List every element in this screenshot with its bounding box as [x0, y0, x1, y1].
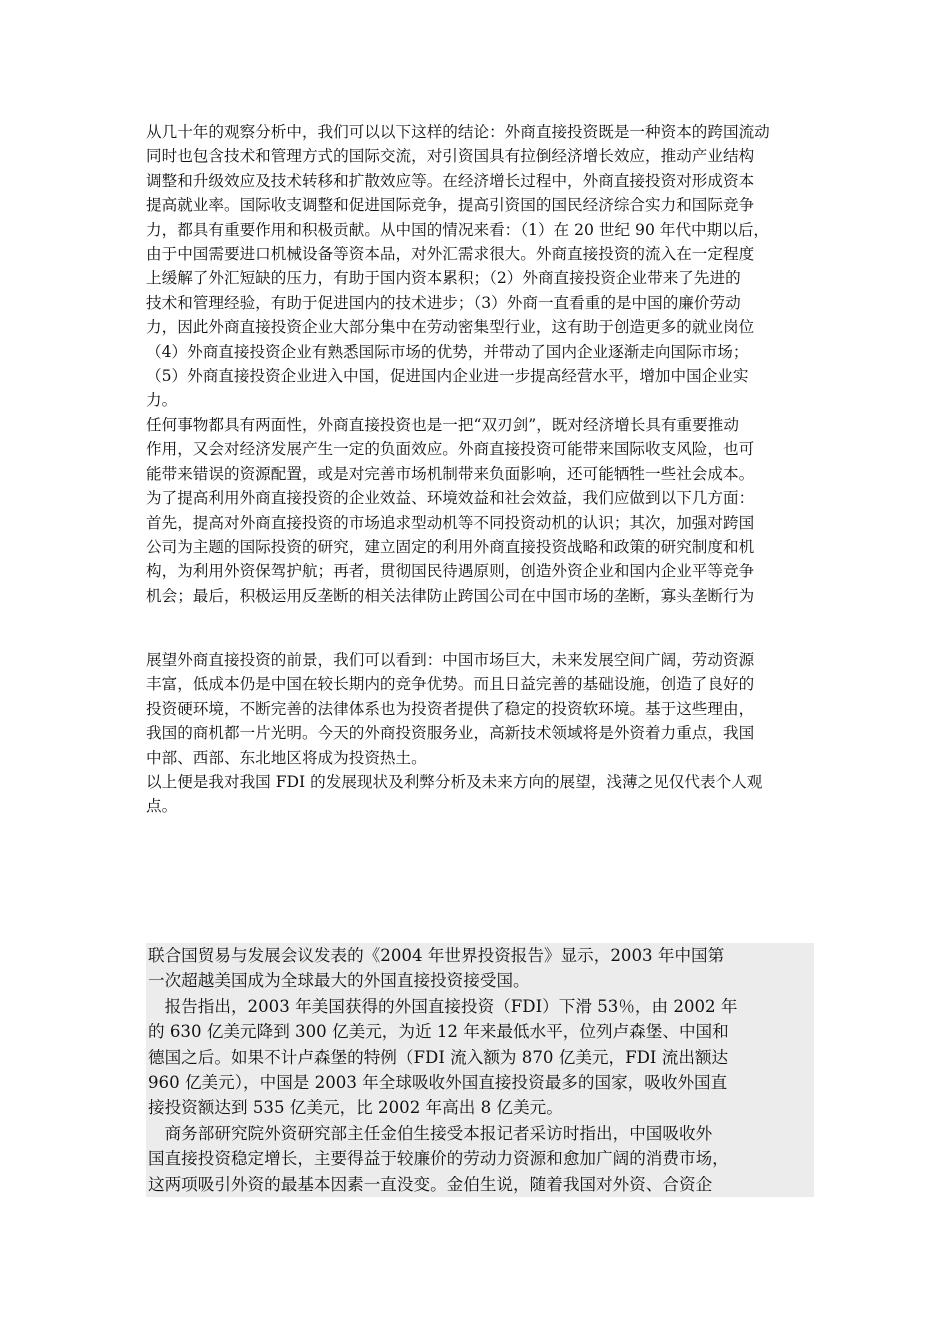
text-line: 丰富，低成本仍是中国在较长期内的竞争优势。而且日益完善的基础设施，创造了良好的 [146, 675, 755, 694]
text-line: 技术和管理经验，有助于促进国内的技术进步；（3）外商一直看重的是中国的廉价劳动 [146, 293, 741, 312]
text-line: 力。 [146, 391, 178, 410]
text-line: 调整和升级效应及技术转移和扩散效应等。在经济增长过程中，外商直接投资对形成资本 [146, 171, 755, 190]
text-line: 能带来错误的资源配置，或是对完善市场机制带来负面影响，还可能牺牲一些社会成本。 [146, 464, 755, 483]
text-line: 联合国贸易与发展会议发表的《2004 年世界投资报告》显示，2003 年中国第 [148, 946, 725, 965]
text-line: 商务部研究院外资研究部主任金伯生接受本报记者采访时指出，中国吸收外 [148, 1123, 713, 1143]
text-line: 德国之后。如果不计卢森堡的特例（FDI 流入额为 870 亿美元，FDI 流出额达 [148, 1047, 729, 1067]
text-line: 960 亿美元），中国是 2003 年全球吸收外国直接投资最多的国家，吸收外国直 [148, 1073, 728, 1093]
text-line: 构，为利用外资保驾护航；再者，贯彻国民待遇原则，创造外资企业和国内企业平等竞争 [146, 562, 755, 581]
text-line: 从几十年的观察分析中，我们可以以下这样的结论：外商直接投资既是一种资本的跨国流动 [146, 123, 770, 141]
text-line: 机会；最后，积极运用反垄断的相关法律防止跨国公司在中国市场的垄断，寡头垄断行为 [146, 586, 755, 605]
text-line: 展望外商直接投资的前景，我们可以看到：中国市场巨大，未来发展空间广阔，劳动资源 [146, 651, 755, 669]
text-line: 作用，又会对经济发展产生一定的负面效应。外商直接投资可能带来国际收支风险，也可 [146, 440, 755, 459]
text-line: 任何事物都具有两面性，外商直接投资也是一把“双刃剑”，既对经济增长具有重要推动 [146, 415, 739, 434]
text-line: 提高就业率。国际收支调整和促进国际竞争，提高引资国的国民经济综合实力和国际竞争 [146, 196, 755, 215]
text-line: 一次超越美国成为全球最大的外国直接投资接受国。 [148, 971, 530, 991]
text-line: （5）外商直接投资企业进入中国，促进国内企业进一步提高经营水平，增加中国企业实 [146, 367, 749, 386]
text-line: 国直接投资稳定增长，主要得益于较廉价的劳动力资源和愈加广阔的消费市场， [148, 1149, 729, 1169]
text-line: 这两项吸引外资的最基本因素一直没变。金伯生说，随着我国对外资、合资企 [148, 1174, 713, 1194]
text-line: 点。 [146, 797, 178, 816]
fdi-outlook-section [146, 648, 826, 819]
text-line: 以上便是我对我国 FDI 的发展现状及利弊分析及未来方向的展望，浅薄之见仅代表个人观 [146, 773, 763, 792]
text-line: 由于中国需要进口机械设备等资本品，对外汇需求很大。外商直接投资的流入在一定程度 [146, 245, 755, 264]
text-line: 力，都具有重要作用和积极贡献。从中国的情况来看：（1）在 20 世纪 90 年代中期以后， [146, 220, 770, 239]
fdi-analysis-section [146, 120, 826, 608]
text-line: 我国的商机都一片光明。今天的外商投资服务业，高新技术领域将是外资着力重点，我国 [146, 724, 755, 743]
text-line: 接投资额达到 535 亿美元，比 2002 年高出 8 亿美元。 [148, 1098, 563, 1118]
text-line: 的 630 亿美元降到 300 亿美元，为近 12 年来最低水平，位列卢森堡、中国和 [148, 1022, 729, 1042]
text-line: 报告指出，2003 年美国获得的外国直接投资（FDI）下滑 53％，由 2002 年 [148, 996, 738, 1016]
text-line: 中部、西部、东北地区将成为投资热土。 [146, 748, 427, 767]
quoted-report-section [146, 943, 814, 1197]
text-line: 力，因此外商直接投资企业大部分集中在劳动密集型行业，这有助于创造更多的就业岗位 [146, 318, 755, 337]
text-line: （4）外商直接投资企业有熟悉国际市场的优势，并带动了国内企业逐渐走向国际市场； [146, 342, 749, 361]
text-line: 上缓解了外汇短缺的压力，有助于国内资本累积；（2）外商直接投资企业带来了先进的 [146, 269, 741, 288]
text-line: 投资硬环境，不断完善的法律体系也为投资者提供了稳定的投资软环境。基于这些理由， [146, 699, 755, 718]
text-line: 首先，提高对外商直接投资的市场追求型动机等不同投资动机的认识；其次，加强对跨国 [146, 513, 755, 532]
text-line: 公司为主题的国际投资的研究，建立固定的利用外商直接投资战略和政策的研究制度和机 [146, 537, 755, 556]
text-line: 为了提高利用外商直接投资的企业效益、环境效益和社会效益，我们应做到以下几方面： [146, 489, 755, 508]
text-line: 同时也包含技术和管理方式的国际交流，对引资国具有拉倒经济增长效应，推动产业结构 [146, 147, 755, 166]
